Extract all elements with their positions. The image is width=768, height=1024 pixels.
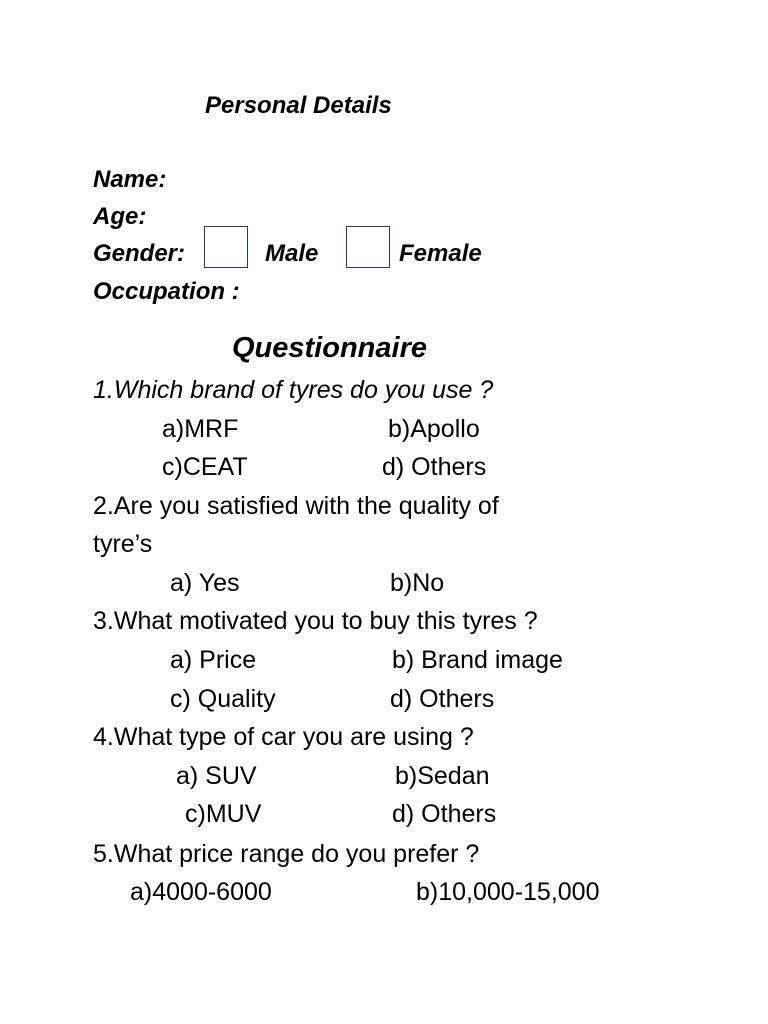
q2-option-b[interactable]: b)No bbox=[390, 569, 445, 597]
questionnaire-title: Questionnaire bbox=[232, 332, 427, 364]
name-label: Name: bbox=[93, 166, 167, 193]
question-2-line-2: tyre’s bbox=[93, 530, 153, 558]
q4-option-b[interactable]: b)Sedan bbox=[395, 762, 490, 790]
male-label: Male bbox=[265, 240, 319, 267]
question-2-line-1: 2.Are you satisfied with the quality of bbox=[93, 492, 499, 520]
q1-option-c[interactable]: c)CEAT bbox=[162, 453, 248, 481]
q4-option-d[interactable]: d) Others bbox=[392, 800, 497, 828]
q3-option-c[interactable]: c) Quality bbox=[170, 685, 276, 713]
question-1: 1.Which brand of tyres do you use ? bbox=[93, 376, 494, 404]
q1-option-a[interactable]: a)MRF bbox=[162, 415, 239, 443]
age-label: Age: bbox=[93, 203, 147, 230]
question-4: 4.What type of car you are using ? bbox=[93, 723, 474, 751]
male-checkbox[interactable] bbox=[204, 226, 248, 268]
female-checkbox[interactable] bbox=[346, 226, 390, 268]
q2-option-a[interactable]: a) Yes bbox=[170, 569, 240, 597]
q1-option-d[interactable]: d) Others bbox=[382, 453, 487, 481]
q4-option-a[interactable]: a) SUV bbox=[176, 762, 257, 790]
female-label: Female bbox=[399, 240, 482, 267]
personal-details-title: Personal Details bbox=[205, 92, 392, 119]
q1-option-b[interactable]: b)Apollo bbox=[388, 415, 480, 443]
q3-option-a[interactable]: a) Price bbox=[170, 646, 257, 674]
q5-option-b[interactable]: b)10,000-15,000 bbox=[416, 878, 600, 906]
question-5: 5.What price range do you prefer ? bbox=[93, 840, 480, 868]
question-3: 3.What motivated you to buy this tyres ? bbox=[93, 607, 538, 635]
q3-option-b[interactable]: b) Brand image bbox=[392, 646, 563, 674]
gender-label: Gender: bbox=[93, 240, 186, 267]
occupation-label: Occupation : bbox=[93, 278, 240, 305]
q4-option-c[interactable]: c)MUV bbox=[185, 800, 262, 828]
q3-option-d[interactable]: d) Others bbox=[390, 685, 495, 713]
q5-option-a[interactable]: a)4000-6000 bbox=[130, 878, 272, 906]
